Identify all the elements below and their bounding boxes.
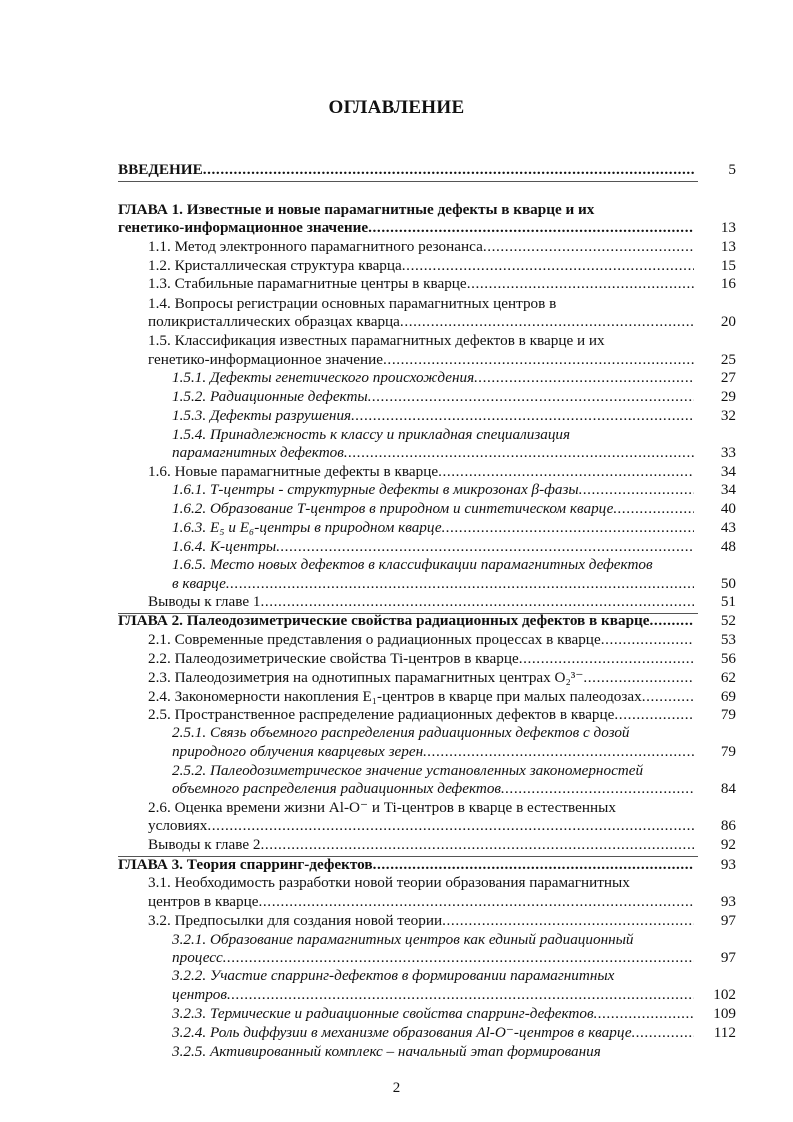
toc-entry-title: 1.6. Новые парамагнитные дефекты в кварце ..... [148, 462, 694, 482]
toc-entry-page: 52 [720, 612, 736, 629]
toc-entry-title: 2.3. Палеодозиметрия на однотипных парамагнитных центрах O₂³⁻ ..... [148, 668, 694, 688]
toc-entry [118, 592, 742, 612]
toc-entry-title: 3.2.1. Образование парамагнитных центров как единый радиационный [172, 931, 634, 948]
toc-entry-page: 92 [720, 836, 736, 853]
page-title: ОГЛАВЛЕНИЕ [328, 97, 465, 118]
toc-entry [118, 761, 742, 781]
toc-entry [118, 835, 742, 855]
toc-entry-title: центров в кварце ..... [148, 892, 694, 912]
page-number: 2 [392, 1080, 401, 1096]
toc-entry [118, 892, 742, 912]
toc-entry-title: 2.2. Палеодозиметрические свойства Ti-центров в кварце ..... [148, 649, 694, 669]
toc-entry [118, 160, 742, 180]
toc-entry-page: 97 [720, 912, 736, 929]
toc-entry-page: 79 [720, 706, 736, 723]
toc-entry-title: 3.2.3. Термические и радиационные свойства спарринг-дефектов ..... [172, 1004, 694, 1024]
toc-entry-page: 109 [713, 1005, 736, 1022]
toc-entry-page: 20 [720, 313, 736, 330]
toc-entry-title: 3.1. Необходимость разработки новой теории образования парамагнитных [148, 874, 630, 891]
toc-entry [118, 200, 742, 220]
toc-entry [118, 930, 742, 950]
toc-entry [118, 537, 742, 557]
toc-entry-page: 53 [720, 631, 736, 648]
toc-entry-page: 32 [720, 407, 736, 424]
toc-entry-title: 3.2.2. Участие спарринг-дефектов в формировании парамагнитных [172, 967, 615, 984]
toc-entry-page: 13 [720, 219, 736, 236]
toc-entry-page: 51 [720, 593, 736, 610]
toc-entry-title: ГЛАВА 2. Палеодозиметрические свойства радиационных дефектов в кварце ..... [118, 611, 694, 631]
toc-entry [118, 873, 742, 893]
toc-entry [118, 687, 742, 707]
toc-entry [118, 574, 742, 594]
toc-entry-title: 1.5.4. Принадлежность к классу и прикладная специализация [172, 426, 571, 443]
toc-entry-title: Выводы к главе 1 ..... [148, 592, 694, 612]
toc-entry-title: ГЛАВА 1. Известные и новые парамагнитные дефекты в кварце и их [118, 201, 595, 218]
toc-entry-page: 56 [720, 650, 736, 667]
toc-entry-page: 86 [720, 817, 736, 834]
toc-entry [118, 555, 742, 575]
toc-entry-title: ВВЕДЕНИЕ ..... [118, 160, 694, 180]
section-divider [118, 181, 698, 182]
toc-entry-title: 1.5.2. Радиационные дефекты ..... [172, 387, 694, 407]
toc-entry-title: 2.5.1. Связь объемного распределения радиационных дефектов с дозой [172, 724, 630, 741]
toc-entry [118, 779, 742, 799]
toc-entry [118, 948, 742, 968]
toc-entry-page: 93 [720, 893, 736, 910]
toc-entry-title: 1.6.1. Т-центры - структурные дефекты в микрозонах β-фазы ..... [172, 480, 694, 500]
toc-entry [118, 237, 742, 257]
toc-entry-page: 50 [720, 575, 736, 592]
toc-entry [118, 798, 742, 818]
toc-entry [118, 499, 742, 519]
toc-entry-title: условиях ..... [148, 816, 694, 836]
toc-entry [118, 294, 742, 314]
toc-entry [118, 911, 742, 931]
toc-entry [118, 1023, 742, 1043]
toc-entry [118, 368, 742, 388]
toc-entry [118, 480, 742, 500]
toc-entry [118, 350, 742, 370]
toc-entry [118, 668, 742, 688]
toc-entry-page: 69 [720, 688, 736, 705]
toc-entry-title: 1.5.1. Дефекты генетического происхождения ..... [172, 368, 694, 388]
toc-entry-title: 3.2. Предпосылки для создания новой теории ..... [148, 911, 694, 931]
toc-entry-title: 2.5.2. Палеодозиметрическое значение установленных закономерностей [172, 762, 644, 779]
toc-entry [118, 331, 742, 351]
toc-entry-title: ГЛАВА 3. Теория спарринг-дефектов ..... [118, 855, 694, 875]
toc-entry-page: 102 [713, 986, 736, 1003]
toc-entry [118, 630, 742, 650]
toc-entry-page: 40 [720, 500, 736, 517]
toc-entry-page: 25 [720, 351, 736, 368]
toc-entry-title: 3.2.4. Роль диффузии в механизме образования Al-O⁻-центров в кварце ..... [172, 1023, 694, 1043]
toc-entry-page: 48 [720, 538, 736, 555]
toc-entry-page: 34 [720, 481, 736, 498]
toc-entry [118, 611, 742, 631]
toc-entry-title: 1.1. Метод электронного парамагнитного резонанса ..... [148, 237, 694, 257]
toc-entry-title: процесс ..... [172, 948, 694, 968]
toc-entry [118, 312, 742, 332]
toc-entry-title: 1.6.2. Образование Т-центров в природном и синтетическом кварце ..... [172, 499, 694, 519]
toc-entry-title: парамагнитных дефектов ..... [172, 443, 694, 463]
toc-entry [118, 985, 742, 1005]
toc-entry-page: 79 [720, 743, 736, 760]
toc-entry-page: 29 [720, 388, 736, 405]
toc-entry [118, 742, 742, 762]
toc-entry [118, 855, 742, 875]
toc-entry [118, 1004, 742, 1024]
toc-entry-title: генетико-информационное значение ..... [148, 350, 694, 370]
toc-entry [118, 462, 742, 482]
toc-entry-title: поликристаллических образцах кварца ..... [148, 312, 694, 332]
toc-entry-title: 2.4. Закономерности накопления E₁-центров в кварце при малых палеодозах ..... [148, 687, 694, 707]
toc-entry-title: 2.1. Современные представления о радиационных процессах в кварце ..... [148, 630, 694, 650]
toc-entry-page: 34 [720, 463, 736, 480]
toc-entry-title: природного облучения кварцевых зерен ..... [172, 742, 694, 762]
toc-entry-title: 1.5.3. Дефекты разрушения ..... [172, 406, 694, 426]
toc-entry-title: в кварце ..... [172, 574, 694, 594]
toc-entry [118, 518, 742, 538]
toc-entry-page: 5 [728, 161, 736, 178]
toc-entry-title: 1.3. Стабильные парамагнитные центры в кварце ..... [148, 274, 694, 294]
toc-entry-title: 2.5. Пространственное распределение радиационных дефектов в кварце ..... [148, 705, 694, 725]
toc-entry-page: 84 [720, 780, 736, 797]
toc-entry-page: 33 [720, 444, 736, 461]
toc-entry-title: центров ..... [172, 985, 694, 1005]
toc-entry-title: 1.2. Кристаллическая структура кварца ..... [148, 256, 694, 276]
toc-entry-page: 43 [720, 519, 736, 536]
toc-entry-title: 1.6.4. К-центры ..... [172, 537, 694, 557]
toc-entry [118, 256, 742, 276]
toc-entry [118, 816, 742, 836]
toc-entry [118, 966, 742, 986]
toc-entry-page: 62 [720, 669, 736, 686]
toc-entry [118, 1042, 742, 1062]
toc-entry [118, 649, 742, 669]
toc-entry [118, 705, 742, 725]
toc-entry-title: 1.6.3. E₅ и E₆-центры в природном кварце ..... [172, 518, 694, 538]
toc-entry-title: 1.5. Классификация известных парамагнитных дефектов в кварце и их [148, 332, 605, 349]
toc-entry-page: 93 [720, 856, 736, 873]
toc-entry [118, 406, 742, 426]
toc-entry-title: Выводы к главе 2 ..... [148, 835, 694, 855]
toc-entry [118, 425, 742, 445]
toc-entry-title: 1.4. Вопросы регистрации основных парамагнитных центров в [148, 295, 557, 312]
toc-entry-title: 3.2.5. Активированный комплекс – начальный этап формирования [172, 1043, 601, 1060]
toc-entry-title: 2.6. Оценка времени жизни Al-O⁻ и Ti-центров в кварце в естественных [148, 799, 616, 816]
toc-entry-page: 16 [720, 275, 736, 292]
toc-entry-page: 27 [720, 369, 736, 386]
toc-entry [118, 443, 742, 463]
toc-entry-page: 15 [720, 257, 736, 274]
toc-entry-title: объемного распределения радиационных дефектов ..... [172, 779, 694, 799]
toc-entry [118, 274, 742, 294]
toc-entry-title: 1.6.5. Место новых дефектов в классификации парамагнитных дефектов [172, 556, 653, 573]
toc-entry [118, 387, 742, 407]
toc-entry-page: 97 [720, 949, 736, 966]
toc-entry-page: 13 [720, 238, 736, 255]
toc-entry-title: генетико-информационное значение ..... [118, 218, 694, 238]
toc-entry [118, 218, 742, 238]
toc-entry [118, 723, 742, 743]
toc-entry-page: 112 [713, 1024, 736, 1041]
